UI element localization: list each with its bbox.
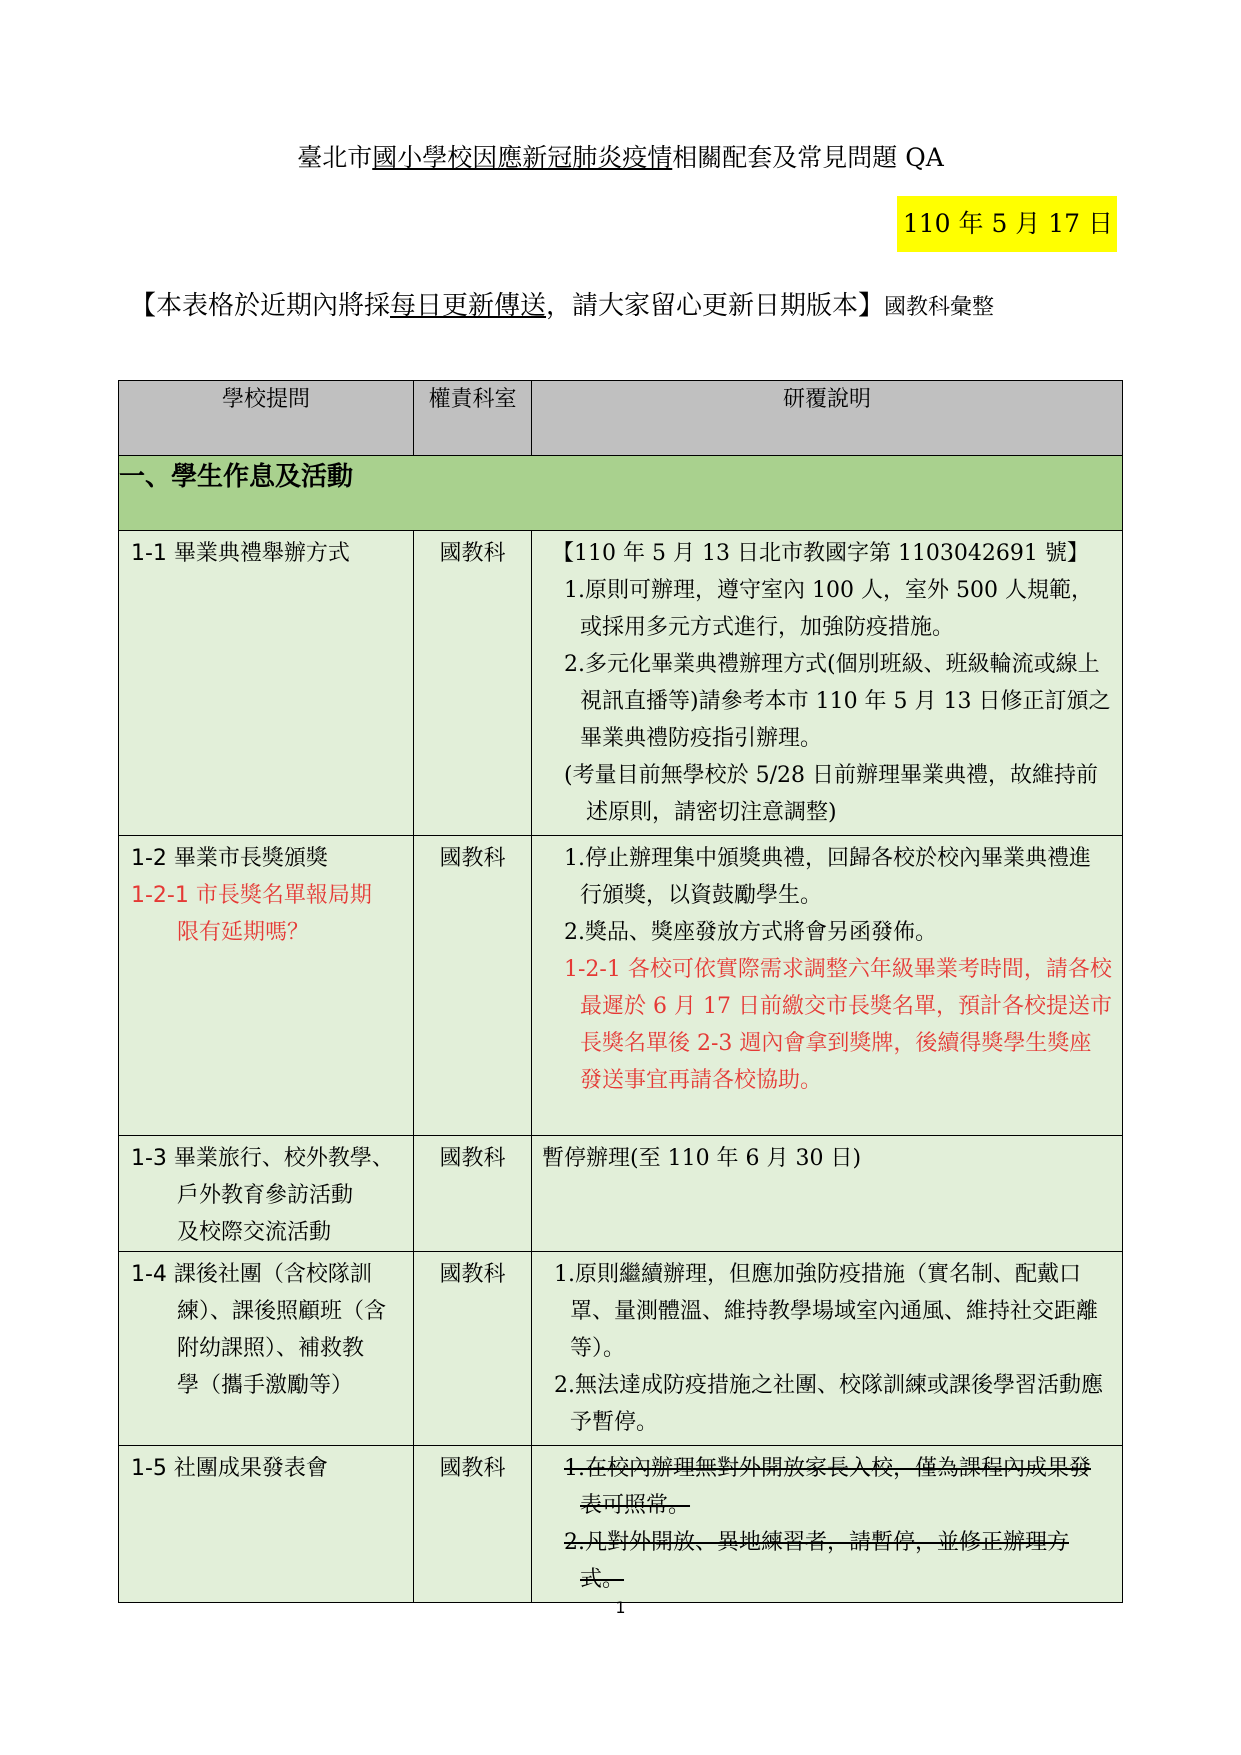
dept-cell: 國教科 [414, 1136, 532, 1252]
question-text: 及校際交流活動 [177, 1220, 332, 1245]
header-dept: 權責科室 [414, 381, 532, 456]
notice-compiler: 國教科彙整 [884, 295, 995, 320]
question-subtext: 1-2-1 市長獎名單報局期 [131, 883, 372, 908]
update-date-highlight: 110 年 5 月 17 日 [897, 196, 1117, 252]
answer-cell [532, 531, 1123, 836]
header-answer: 研覆說明 [532, 381, 1123, 456]
notice-suffix: ，請大家留心更新日期版本】 [546, 291, 885, 321]
question-text: 1-5 社團成果發表會 [131, 1456, 328, 1481]
section-title: 一、學生作息及活動 [119, 456, 1123, 531]
question-text: 1-3 畢業旅行、校外教學、 [131, 1146, 394, 1171]
answer-line-highlight: 1-2-1 各校可依實際需求調整六年級畢業考時間，請各校最遲於 6 月 17 日前繳交市長獎名單，預計各校提送市長獎名單後 2-3 週內會拿到獎牌，後續得獎學生獎座發送事宜再請各校協助。 [564, 957, 1112, 1093]
answer-cell [532, 1252, 1123, 1446]
notice-underlined: 每日更新傳送 [390, 291, 547, 321]
answer-line: 1.原則可辦理，遵守室內 100 人，室外 500 人規範，或採用多元方式進行，加強防疫措施。 [564, 578, 1093, 640]
question-cell [119, 1446, 414, 1603]
table-row [119, 1136, 1123, 1252]
question-text: 戶外教育參訪活動 [177, 1183, 354, 1208]
answer-line: 2.多元化畢業典禮辦理方式(個別班級、班級輪流或線上視訊直播等)請參考本市 110 年 5 月 13 日修正訂頒之畢業典禮防疫指引辦理。 [564, 652, 1111, 751]
answer-line: 1.原則繼續辦理，但應加強防疫措施（實名制、配戴口罩、量測體溫、維持教學場域室內通風、維持社交距離等）。 [554, 1262, 1099, 1361]
question-text: 學（攜手激勵等） [177, 1373, 354, 1398]
question-cell [119, 1252, 414, 1446]
question-text: 1-2 畢業市長獎頒獎 [131, 846, 328, 871]
question-cell [119, 836, 414, 1136]
qa-table [118, 380, 1123, 1603]
dept-cell: 國教科 [414, 1252, 532, 1446]
question-subtext: 限有延期嗎？ [177, 920, 310, 945]
title-prefix: 臺北市 [297, 143, 373, 172]
question-text: 附幼課照）、補救教 [177, 1336, 365, 1361]
answer-line: (考量目前無學校於 5/28 日前辦理畢業典禮，故維持前述原則，請密切注意調整) [564, 763, 1098, 825]
answer-line: 【110 年 5 月 13 日北市教國字第 1103042691 號】 [552, 541, 1089, 566]
answer-cell [532, 836, 1123, 1136]
update-notice [130, 286, 1130, 328]
table-row [119, 1446, 1123, 1603]
question-text: 練）、課後照顧班（含 [177, 1299, 387, 1324]
page-number: 1 [615, 1598, 626, 1617]
question-cell [119, 1136, 414, 1252]
notice-prefix: 【本表格於近期內將採 [130, 291, 391, 321]
answer-line-struck: 1.在校內辦理無對外開放家長入校，僅為課程內成果發表可照常。 [564, 1456, 1091, 1518]
table-row [119, 531, 1123, 836]
title-suffix: 相關配套及常見問題 QA [672, 143, 944, 172]
table-header-row [119, 381, 1123, 456]
answer-line: 2.獎品、獎座發放方式將會另函發佈。 [564, 920, 937, 945]
dept-cell: 國教科 [414, 1446, 532, 1603]
dept-cell: 國教科 [414, 836, 532, 1136]
answer-cell [532, 1446, 1123, 1603]
answer-cell [532, 1136, 1123, 1252]
answer-line: 2.無法達成防疫措施之社團、校隊訓練或課後學習活動應予暫停。 [554, 1373, 1103, 1435]
question-text: 1-1 畢業典禮舉辦方式 [131, 541, 350, 566]
dept-cell: 國教科 [414, 531, 532, 836]
answer-line: 1.停止辦理集中頒獎典禮，回歸各校於校內畢業典禮進行頒獎，以資鼓勵學生。 [564, 846, 1091, 908]
header-question: 學校提問 [119, 381, 414, 456]
title-underlined: 國小學校因應新冠肺炎疫情 [372, 143, 673, 172]
question-cell [119, 531, 414, 836]
answer-line-struck: 2.凡對外開放、異地練習者，請暫停，並修正辦理方式。 [564, 1530, 1069, 1592]
table-row [119, 1252, 1123, 1446]
question-text: 1-4 課後社團（含校隊訓 [131, 1262, 372, 1287]
answer-line: 暫停辦理(至 110 年 6 月 30 日) [542, 1146, 862, 1171]
section-header-row [119, 456, 1123, 531]
table-row [119, 836, 1123, 1136]
document-title [0, 140, 1241, 176]
